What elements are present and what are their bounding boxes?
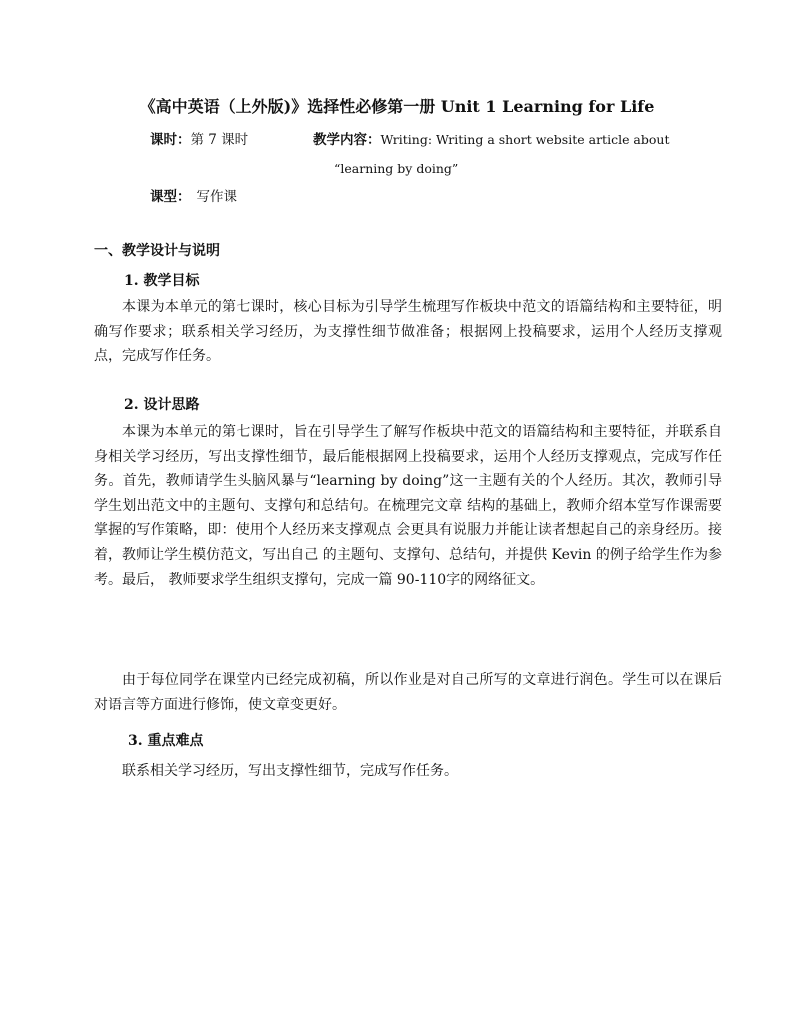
content-line <box>313 130 670 150</box>
lesson-label: 课时： <box>150 132 191 148</box>
sub2-paragraph2: 由于每位同学在课堂内已经完成初稿，所以作业是对自己所写的文章进行润色。学生可以在课后对语言等方面进行修饰，使文章变更好。 <box>94 672 722 713</box>
type-value: 写作课 <box>196 189 237 205</box>
document-title: 《高中英语（上外版)》选择性必修第一册 Unit 1 Learning for Life <box>139 97 655 116</box>
type-line <box>150 187 237 207</box>
content-value-line2: “learning by doing” <box>334 161 459 176</box>
content-value-line1: Writing: Writing a short website article about <box>380 132 670 147</box>
content-label: 教学内容： <box>313 132 381 148</box>
sub2-heading: 2. 设计思路 <box>124 397 200 413</box>
lesson-line <box>150 130 248 150</box>
sub3-paragraph: 联系相关学习经历，写出支撑性细节，完成写作任务。 <box>122 763 458 779</box>
sub1-paragraph: 本课为本单元的第七课时，核心目标为引导学生梳理写作板块中范文的语篇结构和主要特征，明确写作要求；联系相关学习经历，为支撑性细节做准备；根据网上投稿要求，运用个人经历支撑观点，完成写作任务。 <box>94 299 722 365</box>
sub2-paragraph1: 本课为本单元的第七课时，旨在引导学生了解写作板块中范文的语篇结构和主要特征，并联系自身相关学习经历，写出支撑性细节，最后能根据网上投稿要求，运用个人经历支撑观点，完成写作任务。首先，教师请学生头脑风暴与“learning by doing”这一主题有关的个人经历。其次，教师引导学生划出范文中的主题句、支撑句和总结句。在梳理完文章 结构的基础上，教师介绍本堂写作课需要掌握的写作策略，即：使用个人经历来支撑观点 会更具有说服力并能让读者想起自己的亲身经历。接着，教师让学生模仿范文，写出自己 的主题句、支撑句、总结句，并提供 Kevin 的例子给学生作为参考。最后， 教师要求学生组织支撑句，完成一篇 90-110字的网络征文。 <box>94 424 722 588</box>
sub1-heading: 1. 教学目标 <box>124 273 200 289</box>
type-label: 课型： <box>150 189 191 205</box>
section1-heading: 一、教学设计与说明 <box>94 243 220 259</box>
sub3-heading: 3. 重点难点 <box>128 733 204 749</box>
lesson-value: 第 7 课时 <box>190 132 249 148</box>
